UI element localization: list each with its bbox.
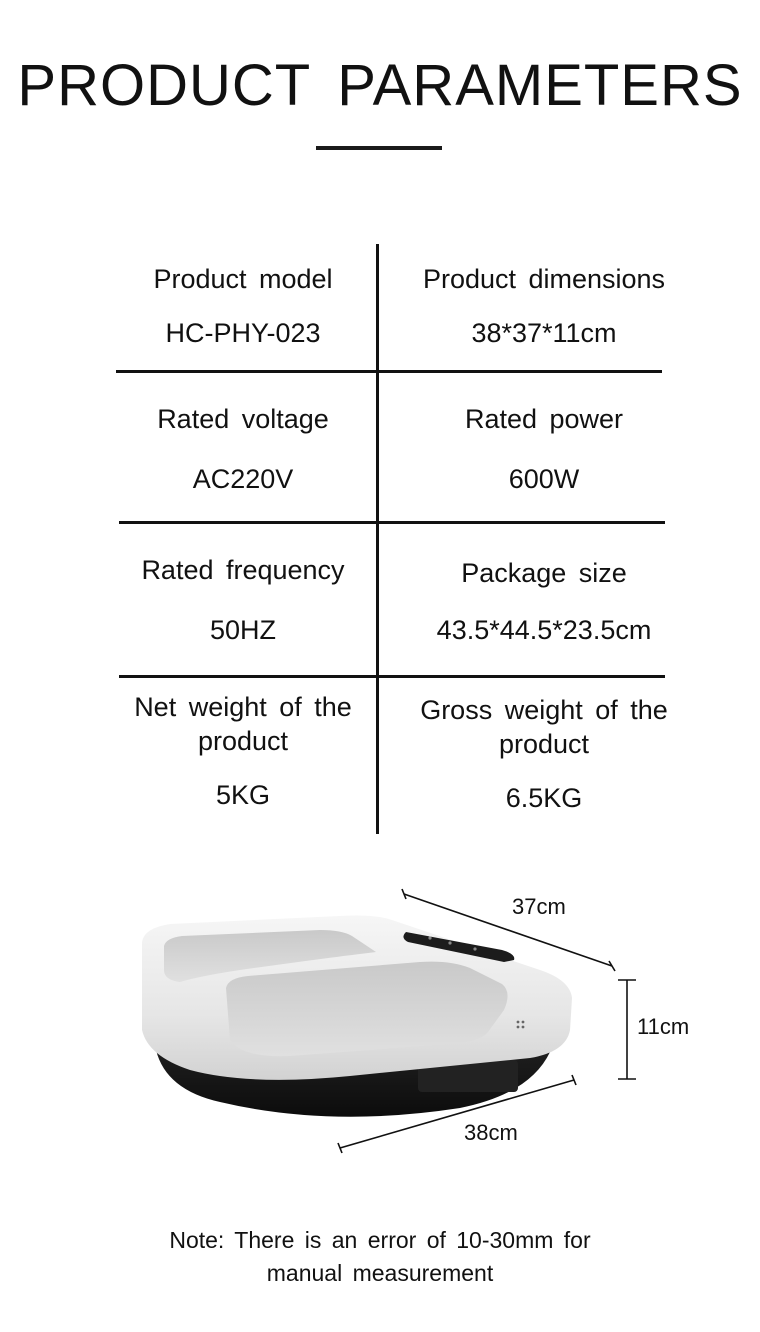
- param-cell-product-dimensions: [384, 262, 704, 350]
- table-divider-vertical: [376, 244, 379, 834]
- param-label: Rated voltage: [157, 404, 329, 434]
- note-line-1: Note: There is an error of 10-30mm for: [169, 1227, 591, 1253]
- param-cell-gross-weight: [420, 693, 668, 815]
- param-label: Rated frequency: [141, 555, 345, 585]
- param-label: Rated power: [464, 404, 624, 434]
- param-value: 50HZ: [209, 615, 277, 645]
- param-value: 6.5KG: [505, 783, 583, 813]
- foot-spa-device-image: [130, 880, 690, 1170]
- dimension-depth-label: 37cm: [512, 894, 566, 919]
- product-dimension-illustration: [130, 880, 690, 1170]
- table-divider-row-2: [119, 521, 665, 524]
- note-line-2: manual measurement: [266, 1260, 494, 1286]
- page-title: PRODUCT PARAMETERS: [17, 53, 743, 118]
- param-cell-rated-voltage: [112, 402, 374, 496]
- param-cell-net-weight: [132, 690, 354, 812]
- param-label: Package size: [461, 558, 627, 588]
- param-value: 5KG: [215, 780, 271, 810]
- param-value: AC220V: [192, 464, 294, 494]
- param-cell-product-model: [112, 262, 374, 350]
- param-value: HC-PHY-023: [165, 318, 321, 348]
- param-label: Gross weight of the product: [420, 695, 668, 759]
- param-cell-rated-power: [384, 402, 704, 496]
- param-label: Product model: [153, 264, 333, 294]
- table-divider-row-3: [119, 675, 665, 678]
- param-value: 38*37*11cm: [471, 318, 617, 348]
- dimension-width-label: 38cm: [464, 1120, 518, 1145]
- param-cell-rated-frequency: [112, 553, 374, 647]
- measurement-note: [0, 1224, 760, 1290]
- title-underline: [316, 146, 442, 150]
- param-cell-package-size: [384, 556, 704, 647]
- param-value: 600W: [508, 464, 580, 494]
- dimension-height-label: 11cm: [637, 1014, 690, 1039]
- table-divider-row-1: [116, 370, 662, 373]
- param-label: Product dimensions: [422, 264, 666, 294]
- param-label: Net weight of the product: [134, 692, 352, 756]
- param-value: 43.5*44.5*23.5cm: [436, 615, 652, 645]
